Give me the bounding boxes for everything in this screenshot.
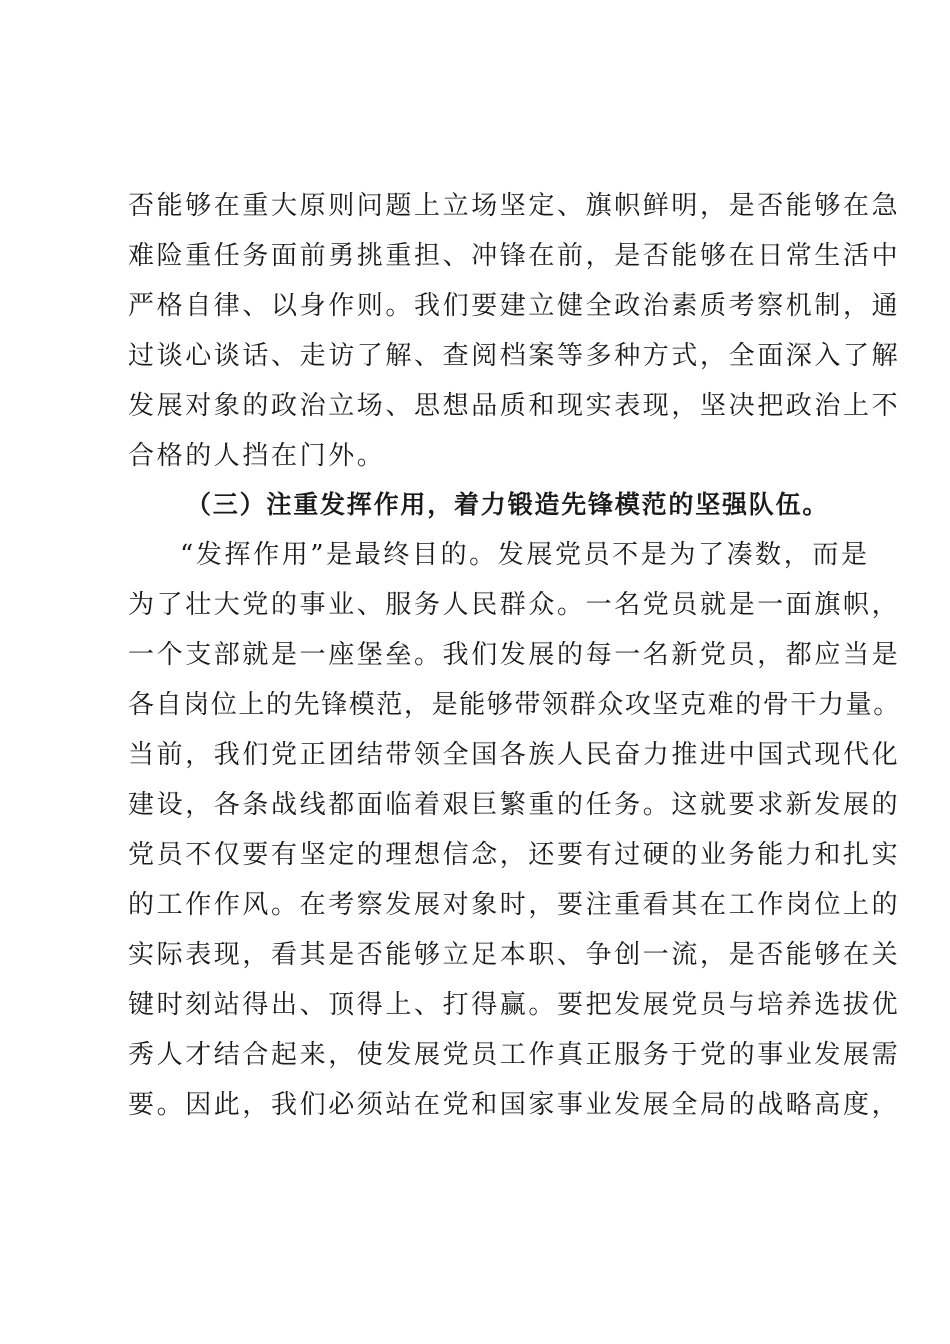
paragraph-2-line-8: 的工作作风。在考察发展对象时，要注重看其在工作岗位上的 (128, 890, 901, 920)
paragraph-2-line-2: 为了壮大党的事业、服务人民群众。一名党员就是一面旗帜， (128, 590, 901, 620)
paragraph-1-line-1: 否能够在重大原则问题上立场坚定、旗帜鲜明，是否能够在急 (128, 191, 901, 221)
paragraph-2-line-1: “发挥作用”是最终目的。发展党员不是为了凑数，而是 (180, 540, 870, 570)
paragraph-1-line-4: 过谈心谈话、走访了解、查阅档案等多种方式，全面深入了解 (128, 341, 901, 371)
paragraph-1-line-5: 发展对象的政治立场、思想品质和现实表现，坚决把政治上不 (128, 391, 901, 421)
paragraph-2-line-6: 建设，各条战线都面临着艰巨繁重的任务。这就要求新发展的 (128, 790, 901, 820)
paragraph-2-line-12: 要。因此，我们必须站在党和国家事业发展全局的战略高度， (128, 1090, 901, 1120)
paragraph-2-line-10: 键时刻站得出、顶得上、打得赢。要把发展党员与培养选拔优 (128, 990, 901, 1020)
paragraph-1-line-6: 合格的人挡在门外。 (128, 441, 386, 471)
paragraph-2-line-9: 实际表现，看其是否能够立足本职、争创一流，是否能够在关 (128, 940, 901, 970)
paragraph-1-line-3: 严格自律、以身作则。我们要建立健全政治素质考察机制，通 (128, 291, 901, 321)
paragraph-1-line-2: 难险重任务面前勇挑重担、冲锋在前，是否能够在日常生活中 (128, 241, 901, 271)
paragraph-2-line-3: 一个支部就是一座堡垒。我们发展的每一名新党员，都应当是 (128, 640, 901, 670)
paragraph-2-line-5: 当前，我们党正团结带领全国各族人民奋力推进中国式现代化 (128, 740, 901, 770)
paragraph-2-line-4: 各自岗位上的先锋模范，是能够带领群众攻坚克难的骨干力量。 (128, 690, 901, 720)
paragraph-2-line-11: 秀人才结合起来，使发展党员工作真正服务于党的事业发展需 (128, 1040, 901, 1070)
section-heading-3: （三）注重发挥作用，着力锻造先锋模范的坚强队伍。 (186, 490, 830, 519)
paragraph-2-line-7: 党员不仅要有坚定的理想信念，还要有过硬的业务能力和扎实 (128, 840, 901, 870)
